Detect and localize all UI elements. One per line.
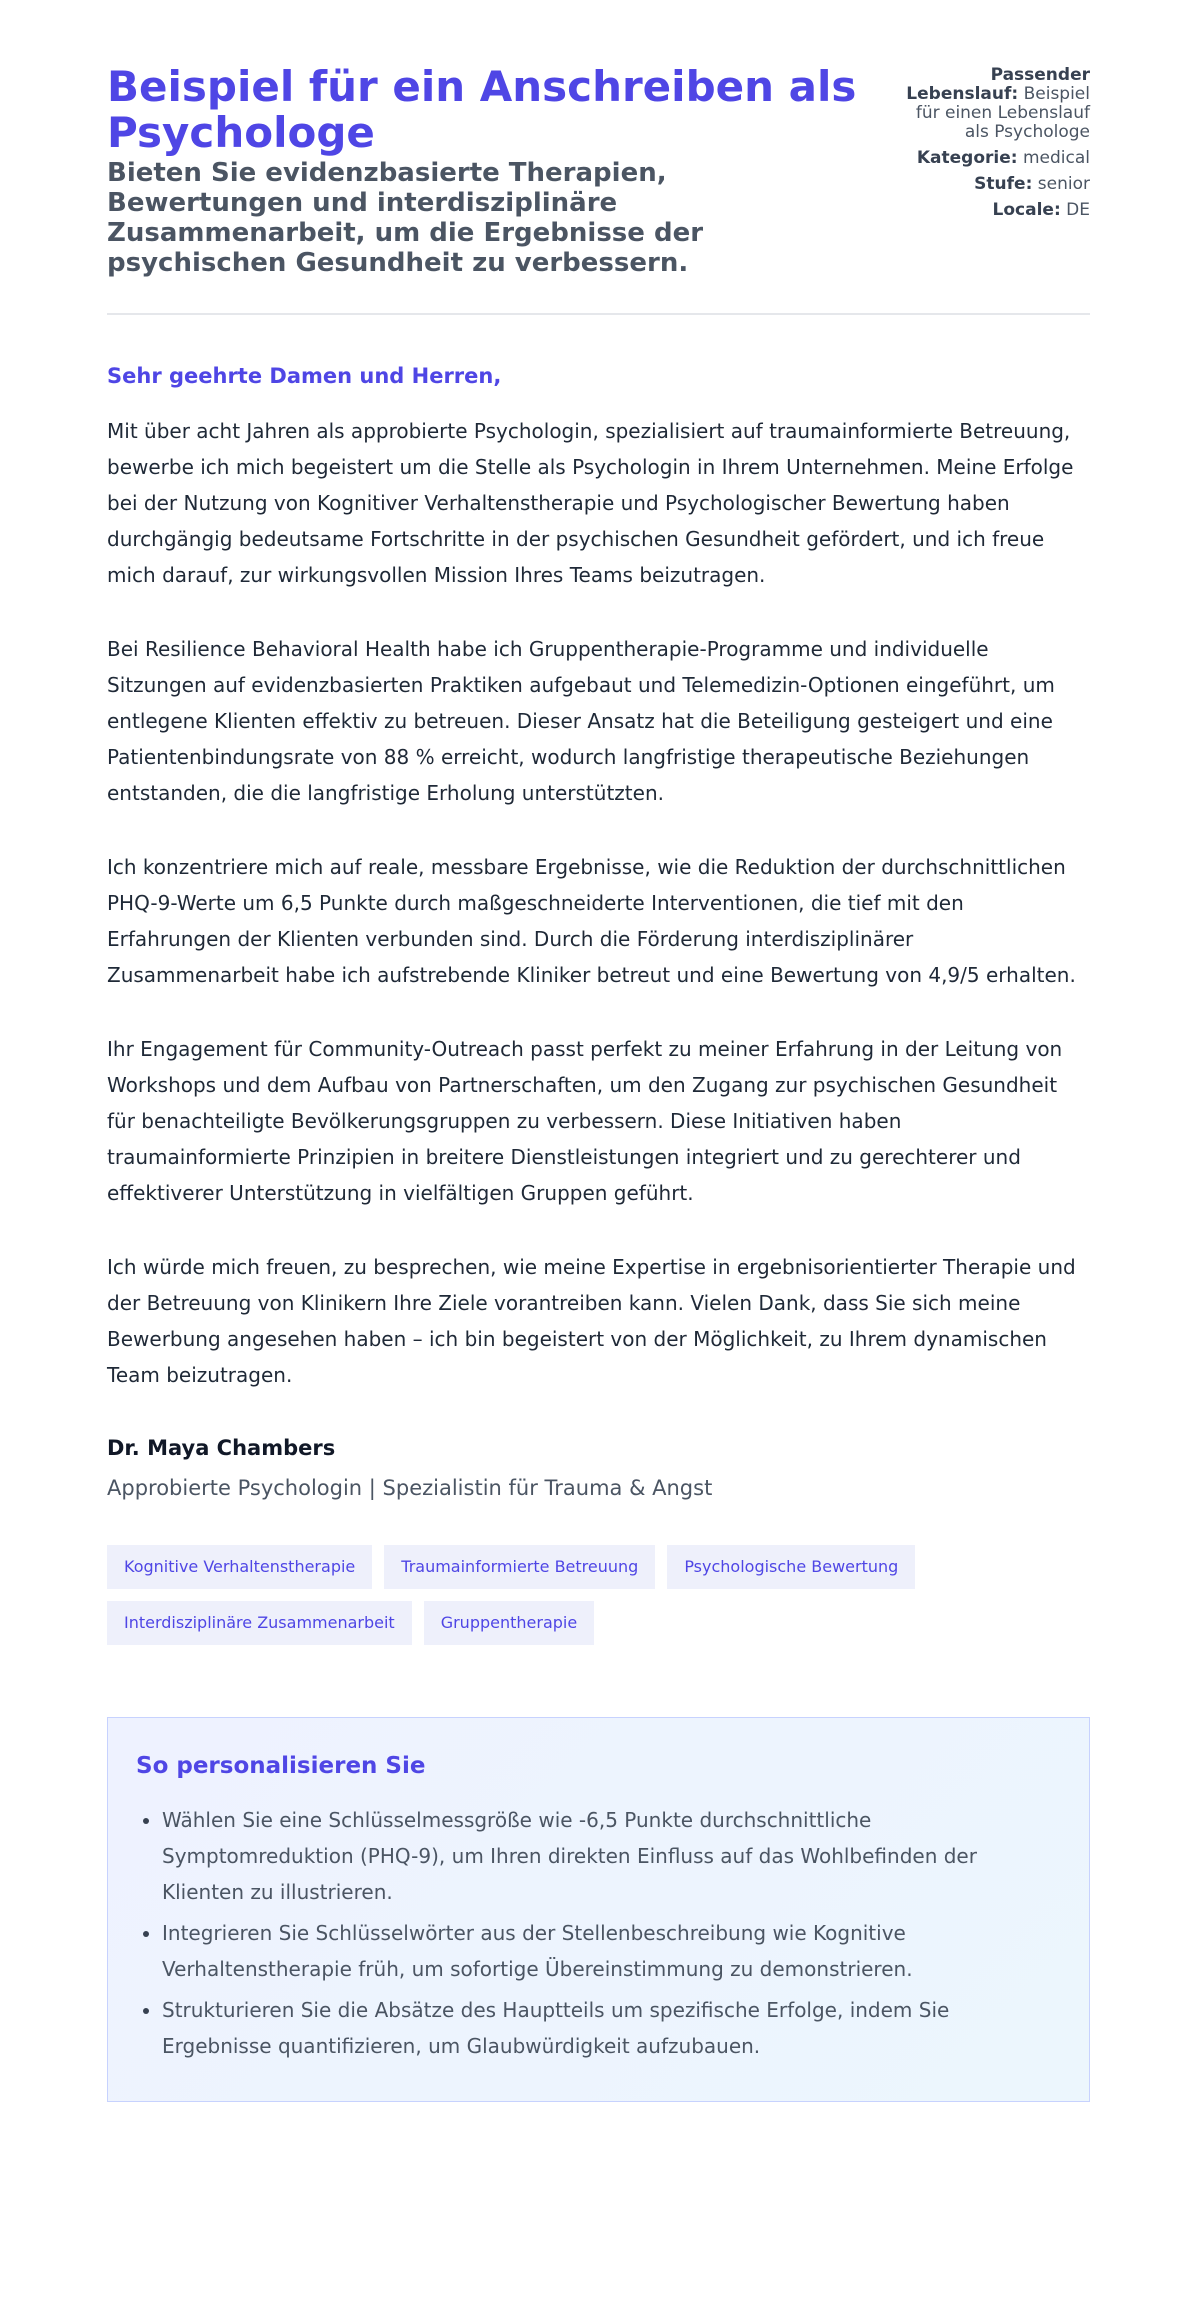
meta-locale-value: DE: [1066, 200, 1090, 220]
header-titles: [107, 64, 867, 278]
skill-tag: Traumainformierte Betreuung: [384, 1545, 655, 1589]
meta-resume-value: Beispiel für einen Lebenslauf als Psychologe: [915, 84, 1090, 142]
personalization-tips-box: [107, 1717, 1090, 2102]
meta-resume-key: Passender Lebenslauf:: [906, 65, 1090, 104]
letter-paragraph: Bei Resilience Behavioral Health habe ich Gruppentherapie-Programme und individuelle Sitzungen auf evidenzbasierten Praktiken aufgebaut und Telemedizin-Optionen eingeführt, um entlegene Klienten effektiv zu betreuen. Dieser Ansatz hat die Beteiligung gesteigert und eine Patientenbindungsrate von 88 % erreicht, wodurch langfristige therapeutische Beziehungen entstanden, die die langfristige Erholung unterstützten.: [107, 637, 1055, 805]
meta-info: [890, 66, 1090, 227]
meta-category: [890, 149, 1090, 168]
signature-title: Approbierte Psychologin | Spezialistin für Trauma & Angst: [107, 1476, 713, 1500]
letter-body: [107, 363, 1090, 1501]
salutation: Sehr geehrte Damen und Herren,: [107, 364, 502, 388]
letter-paragraph: Ich konzentriere mich auf reale, messbare Ergebnisse, wie die Reduktion der durchschnittlichen PHQ-9-Werte um 6,5 Punkte durch maßgeschneiderte Interventionen, die tief mit den Erfahrungen der Klienten verbunden sind. Durch die Förderung interdisziplinärer Zusammenarbeit habe ich aufstrebende Kliniker betreut und eine Bewertung von 4,9/5 erhalten.: [107, 855, 1076, 987]
tip-item: • Strukturieren Sie die Absätze des Hauptteils um spezifische Erfolge, indem Sie Ergebnisse quantifizieren, um Glaubwürdigkeit aufzubauen.: [162, 1992, 1061, 2064]
skill-tag: Gruppentherapie: [424, 1601, 595, 1645]
tips-title: So personalisieren Sie: [136, 1753, 426, 1779]
meta-category-value: medical: [1022, 148, 1090, 168]
letter-paragraph: Ihr Engagement für Community-Outreach passt perfekt zu meiner Erfahrung in der Leitung von Workshops und dem Aufbau von Partnerschaften, um den Zugang zur psychischen Gesundheit für benachteiligte Bevölkerungsgruppen zu verbessern. Diese Initiativen haben traumainformierte Prinzipien in breitere Dienstleistungen integriert und zu gerechterer und effektiverer Unterstützung in vielfältigen Gruppen geführt.: [107, 1037, 1063, 1205]
cover-letter-document: [107, 0, 1090, 2102]
tip-item: • Integrieren Sie Schlüsselwörter aus der Stellenbeschreibung wie Kognitive Verhaltenstherapie früh, um sofortige Übereinstimmung zu demonstrieren.: [162, 1915, 1061, 1987]
page-subtitle: Bieten Sie evidenzbasierte Therapien, Bewertungen und interdisziplinäre Zusammenarbeit, um die Ergebnisse der psychischen Gesundheit zu verbessern.: [107, 158, 704, 278]
meta-locale: [890, 201, 1090, 220]
letter-paragraphs: [107, 413, 1090, 1393]
skill-tags: [107, 1545, 1007, 1645]
meta-locale-key: Locale:: [992, 200, 1061, 220]
meta-category-key: Kategorie:: [916, 148, 1018, 168]
page-title: Beispiel für ein Anschreiben als Psychologe: [107, 62, 857, 157]
meta-level-value: senior: [1037, 174, 1090, 194]
skill-tag: Interdisziplinäre Zusammenarbeit: [107, 1601, 412, 1645]
document-header: [107, 0, 1090, 313]
signature-name: Dr. Maya Chambers: [107, 1436, 336, 1460]
letter-paragraph: Mit über acht Jahren als approbierte Psychologin, spezialisiert auf traumainformierte Betreuung, bewerbe ich mich begeistert um die Stelle als Psychologin in Ihrem Unternehmen. Meine Erfolge bei der Nutzung von Kognitiver Verhaltenstherapie und Psychologischer Bewertung haben durchgängig bedeutsame Fortschritte in der psychischen Gesundheit gefördert, und ich freue mich darauf, zur wirkungsvollen Mission Ihres Teams beizutragen.: [107, 419, 1074, 587]
letter-paragraph: Ich würde mich freuen, zu besprechen, wie meine Expertise in ergebnisorientierter Therapie und der Betreuung von Klinikern Ihre Ziele vorantreiben kann. Vielen Dank, dass Sie sich meine Bewerbung angesehen haben – ich bin begeistert von der Möglichkeit, zu Ihrem dynamischen Team beizutragen.: [107, 1255, 1076, 1387]
skill-tag: Psychologische Bewertung: [667, 1545, 915, 1589]
meta-level: [890, 175, 1090, 194]
meta-level-key: Stufe:: [974, 174, 1033, 194]
skill-tag: Kognitive Verhaltenstherapie: [107, 1545, 372, 1589]
tips-list: [136, 1802, 1061, 2064]
tip-item: • Wählen Sie eine Schlüsselmessgröße wie -6,5 Punkte durchschnittliche Symptomreduktion (PHQ-9), um Ihren direkten Einfluss auf das Wohlbefinden der Klienten zu illustrieren.: [162, 1802, 1061, 1910]
header-divider: [107, 313, 1090, 315]
meta-resume: [890, 66, 1090, 142]
